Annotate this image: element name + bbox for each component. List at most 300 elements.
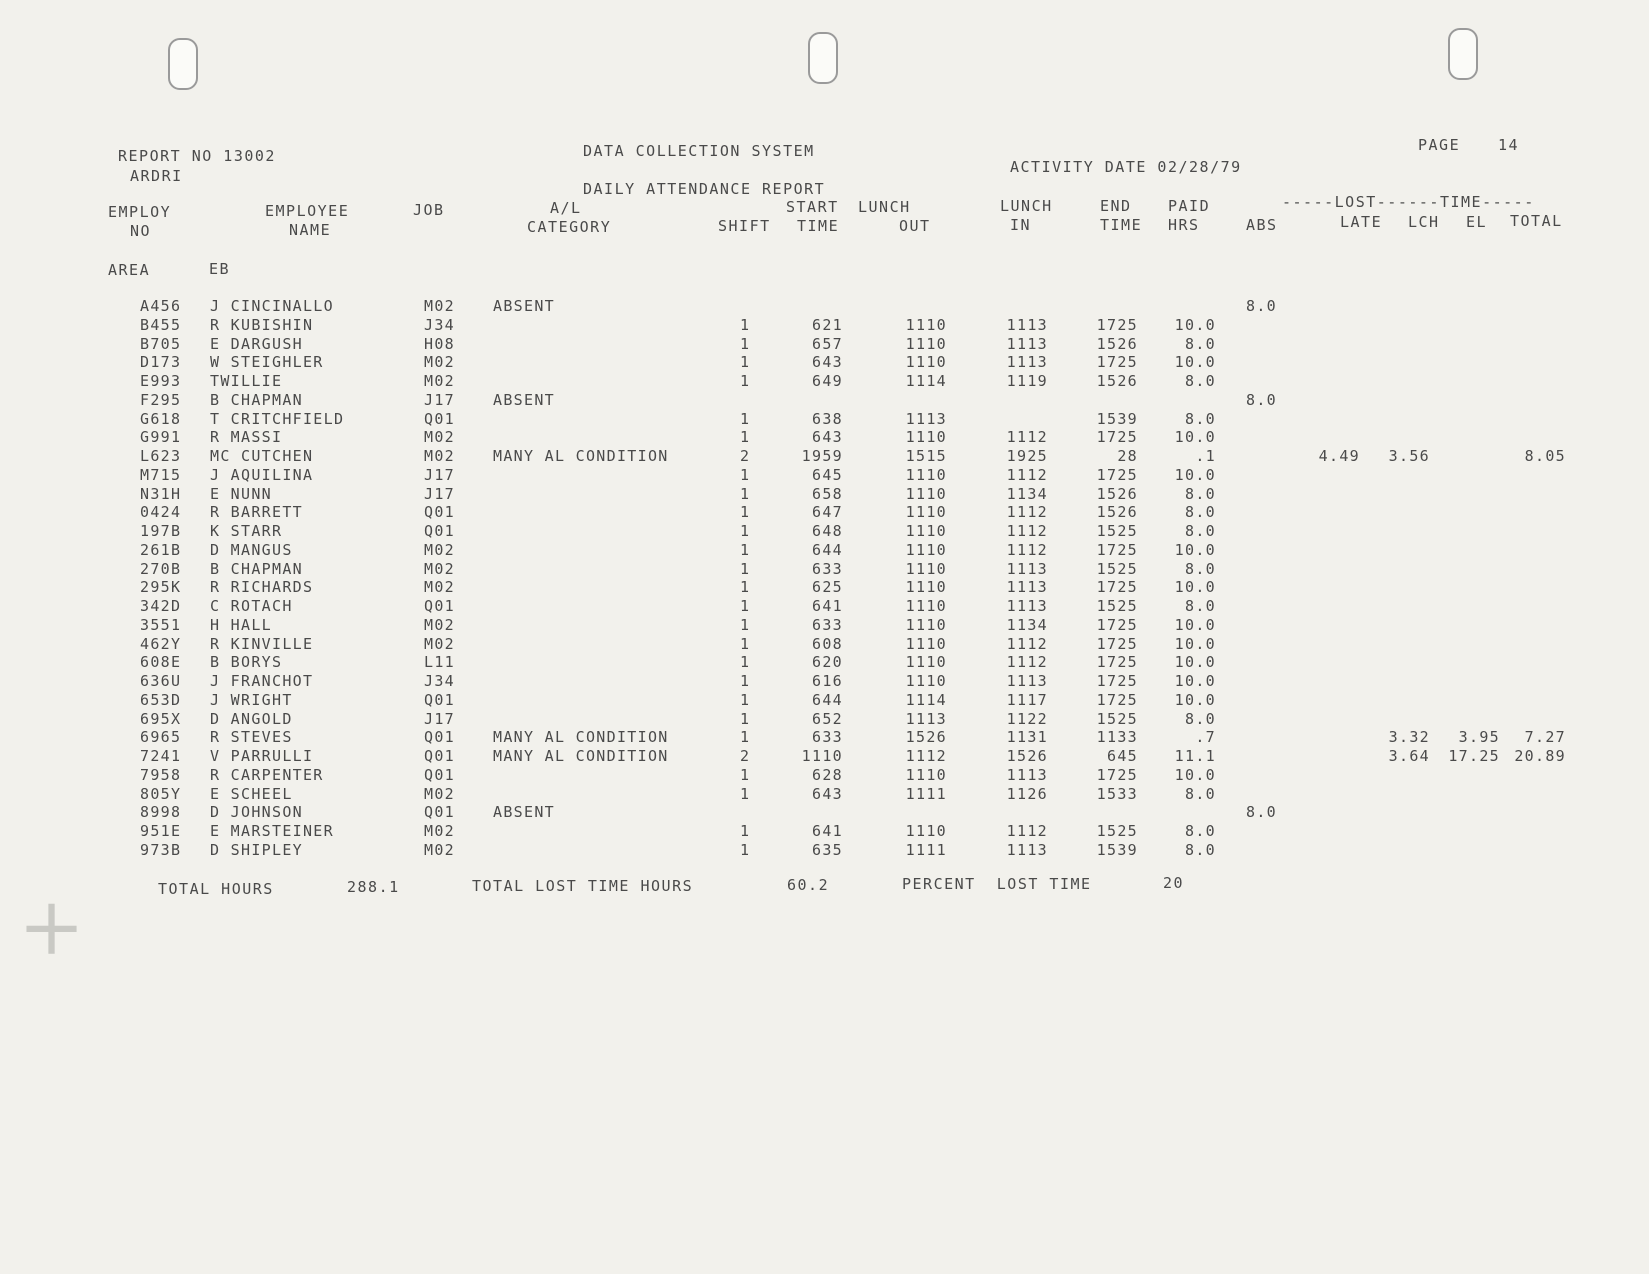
employee-name: W STEIGHLER: [210, 353, 324, 372]
paid-hours: 8.0: [1185, 484, 1216, 503]
start-time: 643: [812, 353, 843, 372]
paid-hours: 11.1: [1174, 747, 1216, 765]
paid-hours: 8.0: [1185, 597, 1216, 615]
table-row: [0, 728, 1649, 747]
percent-lost-label: PERCENT LOST TIME: [902, 875, 1092, 893]
lost-lunch: 3.64: [1388, 747, 1430, 765]
end-time: 1526: [1096, 484, 1138, 503]
employee-name: B CHAPMAN: [210, 559, 303, 578]
end-time: 1525: [1096, 597, 1138, 615]
paid-hours: 10.0: [1174, 578, 1216, 597]
table-row: [0, 372, 1649, 391]
table-row: [0, 597, 1649, 616]
col-lunch-out: LUNCH: [858, 198, 911, 216]
job-code: Q01: [424, 747, 455, 765]
shift: 2: [740, 747, 751, 765]
col-lunch-in: LUNCH: [1000, 197, 1053, 215]
paid-hours: 8.0: [1185, 503, 1216, 522]
employee-name: J CINCINALLO: [210, 297, 334, 315]
end-time: 1725: [1096, 428, 1138, 447]
total-hours-label: TOTAL HOURS: [158, 880, 274, 898]
percent-lost-value: 20: [1163, 874, 1185, 892]
punch-hole-left: [168, 38, 198, 90]
employee-number: B455: [140, 315, 182, 334]
start-time: 658: [812, 484, 843, 503]
employee-name: D SHIPLEY: [210, 840, 303, 859]
lunch-in: 1113: [1006, 840, 1048, 859]
lunch-in: 1112: [1006, 634, 1048, 653]
table-row: [0, 522, 1649, 541]
job-code: M02: [424, 428, 455, 447]
paid-hours: 8.0: [1185, 409, 1216, 428]
employee-number: 973B: [140, 840, 182, 859]
lunch-out: 1110: [905, 765, 947, 784]
col-paid-2: HRS: [1168, 216, 1200, 234]
end-time: 1725: [1096, 690, 1138, 709]
al-category: ABSENT: [493, 297, 555, 315]
employee-name: V PARRULLI: [210, 747, 314, 765]
lunch-out: 1112: [905, 747, 947, 765]
employee-name: H HALL: [210, 615, 272, 634]
table-row: [0, 391, 1649, 410]
table-row: [0, 353, 1649, 372]
paid-hours: 8.0: [1185, 822, 1216, 840]
job-code: M02: [424, 540, 455, 559]
report-title: DAILY ATTENDANCE REPORT: [583, 180, 826, 198]
employee-name: R KUBISHIN: [210, 315, 314, 334]
table-row: [0, 447, 1649, 466]
lunch-in: 1112: [1006, 465, 1048, 484]
al-category: MANY AL CONDITION: [493, 447, 669, 465]
shift: 1: [740, 372, 751, 390]
lunch-in: 1113: [1006, 597, 1048, 615]
lunch-out: 1110: [905, 578, 947, 597]
lunch-out: 1110: [905, 653, 947, 672]
col-al-category: CATEGORY: [527, 218, 612, 236]
end-time: 1539: [1096, 840, 1138, 859]
end-time: 28: [1117, 447, 1138, 465]
paid-hours: 10.0: [1174, 540, 1216, 559]
employee-number: 636U: [140, 672, 182, 690]
employee-number: M715: [140, 465, 182, 484]
table-row: [0, 560, 1649, 579]
lunch-out: 1111: [905, 784, 947, 803]
col-total: TOTAL: [1510, 212, 1563, 230]
absent-hours: 8.0: [1246, 803, 1277, 822]
end-time: 1725: [1096, 578, 1138, 597]
employee-number: 295K: [140, 578, 182, 597]
employee-name: R MASSI: [210, 428, 283, 447]
shift: 1: [740, 315, 751, 334]
end-time: 1533: [1096, 784, 1138, 803]
paid-hours: 8.0: [1185, 372, 1216, 390]
job-code: Q01: [424, 728, 455, 747]
shift: 1: [740, 822, 751, 840]
table-row: [0, 747, 1649, 766]
start-time: 644: [812, 690, 843, 709]
lunch-out: 1110: [905, 465, 947, 484]
job-code: H08: [424, 334, 455, 353]
page-number: 14: [1498, 136, 1520, 154]
job-code: L11: [424, 653, 455, 672]
lunch-out: 1110: [905, 315, 947, 334]
lunch-in: 1122: [1006, 709, 1048, 728]
lunch-out: 1110: [905, 484, 947, 503]
end-time: 645: [1107, 747, 1138, 765]
employee-number: G618: [140, 409, 182, 428]
job-code: M02: [424, 840, 455, 859]
table-row: [0, 785, 1649, 804]
paid-hours: 10.0: [1174, 353, 1216, 372]
employee-number: 342D: [140, 597, 182, 615]
table-row: [0, 541, 1649, 560]
start-time: 643: [812, 784, 843, 803]
end-time: 1725: [1096, 634, 1138, 653]
employee-name: D ANGOLD: [210, 709, 293, 728]
paid-hours: 10.0: [1174, 672, 1216, 690]
lost-late: 4.49: [1318, 447, 1360, 465]
employee-name: E DARGUSH: [210, 334, 303, 353]
employee-number: 7241: [140, 747, 182, 765]
lunch-in: 1113: [1006, 672, 1048, 690]
col-employee-name-2: NAME: [289, 221, 332, 239]
table-row: [0, 803, 1649, 822]
page-label: PAGE: [1418, 136, 1461, 154]
col-start: START: [786, 198, 839, 216]
employee-name: J WRIGHT: [210, 690, 293, 709]
employee-number: N31H: [140, 484, 182, 503]
table-row: [0, 710, 1649, 729]
shift: 1: [740, 597, 751, 615]
start-time: 633: [812, 615, 843, 634]
paid-hours: 10.0: [1174, 315, 1216, 334]
lunch-out: 1110: [905, 597, 947, 615]
table-row: [0, 466, 1649, 485]
paid-hours: 10.0: [1174, 690, 1216, 709]
lunch-in: 1113: [1006, 559, 1048, 578]
employee-name: R KINVILLE: [210, 634, 314, 653]
employee-number: 695X: [140, 709, 182, 728]
col-start-2: TIME: [797, 217, 840, 235]
lunch-in: 1119: [1006, 372, 1048, 390]
col-paid: PAID: [1168, 197, 1211, 215]
employee-name: E NUNN: [210, 484, 272, 503]
employee-number: E993: [140, 372, 182, 390]
shift: 1: [740, 728, 751, 747]
paid-hours: 8.0: [1185, 840, 1216, 859]
paid-hours: 8.0: [1185, 559, 1216, 578]
employee-number: 608E: [140, 653, 182, 672]
lunch-in: 1134: [1006, 484, 1048, 503]
lunch-out: 1111: [905, 840, 947, 859]
table-row: [0, 503, 1649, 522]
table-row: [0, 766, 1649, 785]
lost-early: 17.25: [1448, 747, 1500, 765]
employee-name: R RICHARDS: [210, 578, 314, 597]
end-time: 1725: [1096, 615, 1138, 634]
employee-number: 3551: [140, 615, 182, 634]
al-category: ABSENT: [493, 390, 555, 409]
table-row: [0, 316, 1649, 335]
employee-name: T CRITCHFIELD: [210, 409, 345, 428]
shift: 2: [740, 447, 751, 465]
start-time: 1110: [801, 747, 843, 765]
lunch-out: 1110: [905, 822, 947, 840]
col-end-2: TIME: [1100, 216, 1143, 234]
job-code: Q01: [424, 522, 455, 540]
employee-number: L623: [140, 447, 182, 465]
lunch-in: 1112: [1006, 428, 1048, 447]
employee-name: MC CUTCHEN: [210, 447, 314, 465]
job-code: M02: [424, 822, 455, 840]
col-shift: SHIFT: [718, 217, 771, 235]
employee-name: B CHAPMAN: [210, 390, 303, 409]
shift: 1: [740, 672, 751, 690]
employee-number: 261B: [140, 540, 182, 559]
lunch-out: 1110: [905, 615, 947, 634]
paid-hours: .7: [1195, 728, 1216, 747]
lunch-out: 1526: [905, 728, 947, 747]
table-row: [0, 428, 1649, 447]
job-code: M02: [424, 784, 455, 803]
paid-hours: 10.0: [1174, 465, 1216, 484]
start-time: 657: [812, 334, 843, 353]
job-code: M02: [424, 578, 455, 597]
employee-name: TWILLIE: [210, 372, 283, 390]
job-code: Q01: [424, 803, 455, 822]
absent-hours: 8.0: [1246, 390, 1277, 409]
lunch-in: 1113: [1006, 315, 1048, 334]
table-row: [0, 578, 1649, 597]
end-time: 1526: [1096, 372, 1138, 390]
paid-hours: 10.0: [1174, 765, 1216, 784]
col-job: JOB: [413, 201, 445, 219]
paid-hours: 8.0: [1185, 334, 1216, 353]
lost-lunch: 3.56: [1388, 447, 1430, 465]
end-time: 1525: [1096, 522, 1138, 540]
employee-number: G991: [140, 428, 182, 447]
end-time: 1725: [1096, 353, 1138, 372]
employee-name: E MARSTEINER: [210, 822, 334, 840]
shift: 1: [740, 484, 751, 503]
shift: 1: [740, 634, 751, 653]
employee-name: K STARR: [210, 522, 283, 540]
col-el: EL: [1466, 213, 1488, 231]
job-code: Q01: [424, 597, 455, 615]
start-time: 625: [812, 578, 843, 597]
report-code: ARDRI: [130, 167, 183, 185]
start-time: 648: [812, 522, 843, 540]
lost-early: 3.95: [1458, 728, 1500, 747]
shift: 1: [740, 503, 751, 522]
paid-hours: 10.0: [1174, 615, 1216, 634]
lunch-out: 1110: [905, 522, 947, 540]
end-time: 1725: [1096, 315, 1138, 334]
start-time: 1959: [801, 447, 843, 465]
table-row: [0, 841, 1649, 860]
lunch-in: 1526: [1006, 747, 1048, 765]
paid-hours: 8.0: [1185, 709, 1216, 728]
lost-time-label: TOTAL LOST TIME HOURS: [472, 877, 694, 895]
end-time: 1526: [1096, 503, 1138, 522]
employee-name: D JOHNSON: [210, 803, 303, 822]
shift: 1: [740, 428, 751, 447]
job-code: Q01: [424, 690, 455, 709]
lunch-out: 1110: [905, 634, 947, 653]
start-time: 638: [812, 409, 843, 428]
lunch-out: 1110: [905, 503, 947, 522]
lunch-out: 1110: [905, 540, 947, 559]
shift: 1: [740, 840, 751, 859]
employee-number: 6965: [140, 728, 182, 747]
lunch-in: 1113: [1006, 765, 1048, 784]
employee-number: B705: [140, 334, 182, 353]
lunch-out: 1113: [905, 709, 947, 728]
lunch-out: 1110: [905, 353, 947, 372]
col-al: A/L: [550, 199, 582, 217]
end-time: 1725: [1096, 540, 1138, 559]
shift: 1: [740, 765, 751, 784]
job-code: Q01: [424, 765, 455, 784]
lunch-in: 1113: [1006, 334, 1048, 353]
start-time: 644: [812, 540, 843, 559]
employee-number: 197B: [140, 522, 182, 540]
employee-number: 7958: [140, 765, 182, 784]
employee-name: R STEVES: [210, 728, 293, 747]
table-row: [0, 410, 1649, 429]
lunch-in: 1112: [1006, 822, 1048, 840]
employee-number: 805Y: [140, 784, 182, 803]
start-time: 649: [812, 372, 843, 390]
system-title: DATA COLLECTION SYSTEM: [583, 142, 815, 160]
punch-hole-right: [1448, 28, 1478, 80]
shift: 1: [740, 615, 751, 634]
start-time: 621: [812, 315, 843, 334]
end-time: 1539: [1096, 409, 1138, 428]
job-code: Q01: [424, 409, 455, 428]
shift: 1: [740, 465, 751, 484]
lunch-in: 1112: [1006, 522, 1048, 540]
table-row: [0, 822, 1649, 841]
shift: 1: [740, 709, 751, 728]
job-code: J34: [424, 672, 455, 690]
end-time: 1725: [1096, 465, 1138, 484]
job-code: J34: [424, 315, 455, 334]
lunch-in: 1131: [1006, 728, 1048, 747]
table-row: [0, 335, 1649, 354]
lost-lunch: 3.32: [1388, 728, 1430, 747]
al-category: ABSENT: [493, 803, 555, 822]
job-code: J17: [424, 390, 455, 409]
lunch-out: 1114: [905, 372, 947, 390]
employee-name: E SCHEEL: [210, 784, 293, 803]
employee-number: 0424: [140, 503, 182, 522]
job-code: M02: [424, 447, 455, 465]
employee-name: J AQUILINA: [210, 465, 314, 484]
employee-number: 270B: [140, 559, 182, 578]
area-label: AREA: [108, 261, 151, 279]
lunch-in: 1113: [1006, 578, 1048, 597]
col-end: END: [1100, 197, 1132, 215]
start-time: 620: [812, 653, 843, 672]
report-number: REPORT NO 13002: [118, 147, 276, 165]
table-row: [0, 635, 1649, 654]
col-abs: ABS: [1246, 216, 1278, 234]
end-time: 1725: [1096, 653, 1138, 672]
col-employ-no: EMPLOY: [108, 203, 172, 221]
table-row: [0, 485, 1649, 504]
paid-hours: .1: [1195, 447, 1216, 465]
lunch-out: 1113: [905, 409, 947, 428]
lunch-in: 1126: [1006, 784, 1048, 803]
start-time: 628: [812, 765, 843, 784]
shift: 1: [740, 522, 751, 540]
punch-hole-center: [808, 32, 838, 84]
paid-hours: 8.0: [1185, 522, 1216, 540]
start-time: 641: [812, 822, 843, 840]
lunch-in: 1113: [1006, 353, 1048, 372]
job-code: M02: [424, 559, 455, 578]
employee-name: D MANGUS: [210, 540, 293, 559]
lunch-out: 1110: [905, 559, 947, 578]
lost-total: 20.89: [1514, 747, 1566, 765]
employee-number: 951E: [140, 822, 182, 840]
start-time: 643: [812, 428, 843, 447]
start-time: 647: [812, 503, 843, 522]
employee-number: 653D: [140, 690, 182, 709]
employee-name: R CARPENTER: [210, 765, 324, 784]
employee-name: R BARRETT: [210, 503, 303, 522]
al-category: MANY AL CONDITION: [493, 747, 669, 765]
activity-date: ACTIVITY DATE 02/28/79: [1010, 158, 1242, 176]
end-time: 1525: [1096, 822, 1138, 840]
area-value: EB: [209, 260, 231, 278]
employee-number: 462Y: [140, 634, 182, 653]
shift: 1: [740, 578, 751, 597]
col-employee-name: EMPLOYEE: [265, 202, 350, 220]
col-late: LATE: [1340, 213, 1383, 231]
lunch-in: 1925: [1006, 447, 1048, 465]
start-time: 635: [812, 840, 843, 859]
job-code: M02: [424, 353, 455, 372]
job-code: M02: [424, 372, 455, 390]
employee-number: F295: [140, 390, 182, 409]
table-row: [0, 653, 1649, 672]
lunch-out: 1110: [905, 334, 947, 353]
job-code: M02: [424, 615, 455, 634]
job-code: J17: [424, 465, 455, 484]
employee-number: 8998: [140, 803, 182, 822]
lunch-in: 1134: [1006, 615, 1048, 634]
employee-name: B BORYS: [210, 653, 283, 672]
job-code: Q01: [424, 503, 455, 522]
start-time: 645: [812, 465, 843, 484]
table-row: [0, 297, 1649, 316]
absent-hours: 8.0: [1246, 297, 1277, 315]
lunch-out: 1114: [905, 690, 947, 709]
shift: 1: [740, 690, 751, 709]
col-lunch-out-2: OUT: [899, 217, 931, 235]
end-time: 1725: [1096, 672, 1138, 690]
shift: 1: [740, 409, 751, 428]
lunch-out: 1110: [905, 428, 947, 447]
al-category: MANY AL CONDITION: [493, 728, 669, 747]
start-time: 608: [812, 634, 843, 653]
start-time: 616: [812, 672, 843, 690]
employee-name: C ROTACH: [210, 597, 293, 615]
employee-name: J FRANCHOT: [210, 672, 314, 690]
lunch-out: 1515: [905, 447, 947, 465]
